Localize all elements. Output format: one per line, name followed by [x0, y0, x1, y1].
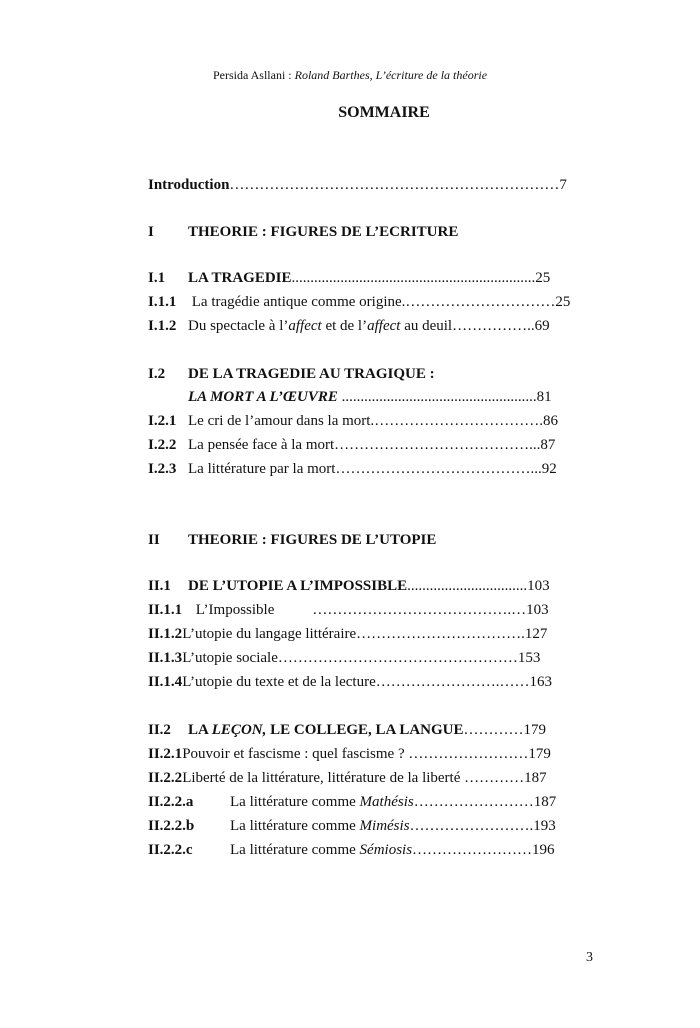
toc-entry-ii22[interactable]: II.2.2Liberté de la littérature, littérature de la liberté …………187: [148, 770, 547, 786]
toc-entry-ii22b[interactable]: II.2.2.b La littérature comme Mimésis…………………….193: [148, 818, 556, 834]
page-number: 3: [586, 950, 593, 965]
page-title: SOMMAIRE: [338, 104, 430, 121]
toc-entry-i12[interactable]: I.1.2 Du spectacle à l’affect et de l’affect au deuil……………..69: [148, 318, 550, 334]
toc-entry-i2-subtitle[interactable]: LA MORT A L’ŒUVRE ....................................................81: [188, 389, 552, 405]
toc-entry-ii12[interactable]: II.1.2L’utopie du langage littéraire…………………………….127: [148, 626, 548, 642]
toc-entry-ii13[interactable]: II.1.3L’utopie sociale…………………………………………153: [148, 650, 541, 666]
toc-entry-introduction[interactable]: Introduction…………………………………………………………7: [148, 177, 567, 193]
toc-entry-ii21[interactable]: II.2.1Pouvoir et fascisme : quel fascisme ? ……………………179: [148, 746, 551, 762]
toc-entry-i21[interactable]: I.2.1 Le cri de l’amour dans la mort.…………………………….86: [148, 413, 558, 429]
toc-entry-i2[interactable]: I.2 DE LA TRAGEDIE AU TRAGIQUE :: [148, 366, 435, 382]
toc-part-1[interactable]: I THEORIE : FIGURES DE L’ECRITURE: [148, 224, 459, 240]
toc-entry-ii2[interactable]: II.2 LA LEÇON, LE COLLEGE, LA LANGUE…………179: [148, 722, 546, 738]
toc-part-2[interactable]: II THEORIE : FIGURES DE L’UTOPIE: [148, 532, 437, 548]
toc-entry-ii14[interactable]: II.1.4L’utopie du texte et de la lecture…………………….……163: [148, 674, 552, 690]
running-header: [0, 68, 700, 83]
header-author: Persida Asllani :: [212, 68, 295, 82]
toc-entry-ii22a[interactable]: II.2.2.a La littérature comme Mathésis……………………187: [148, 794, 557, 810]
toc-entry-i22[interactable]: I.2.2 La pensée face à la mort…………………………………...87: [148, 437, 556, 453]
toc-entry-ii1[interactable]: II.1 DE L’UTOPIE A L’IMPOSSIBLE................................103: [148, 578, 550, 594]
toc-entry-ii11[interactable]: II.1.1 L’Impossible ………………………………….…103: [148, 602, 549, 618]
toc-entry-ii22c[interactable]: II.2.2.c La littérature comme Sémiosis……………………196: [148, 842, 555, 858]
toc-entry-i11[interactable]: I.1.1 La tragédie antique comme origine.…………………………25: [148, 294, 571, 310]
toc-entry-i1[interactable]: I.1 LA TRAGEDIE.................................................................25: [148, 270, 551, 286]
header-book-title: Roland Barthes, L’écriture de la théorie: [294, 68, 488, 82]
toc-entry-i23[interactable]: I.2.3 La littérature par la mort…………………………………...92: [148, 461, 557, 477]
